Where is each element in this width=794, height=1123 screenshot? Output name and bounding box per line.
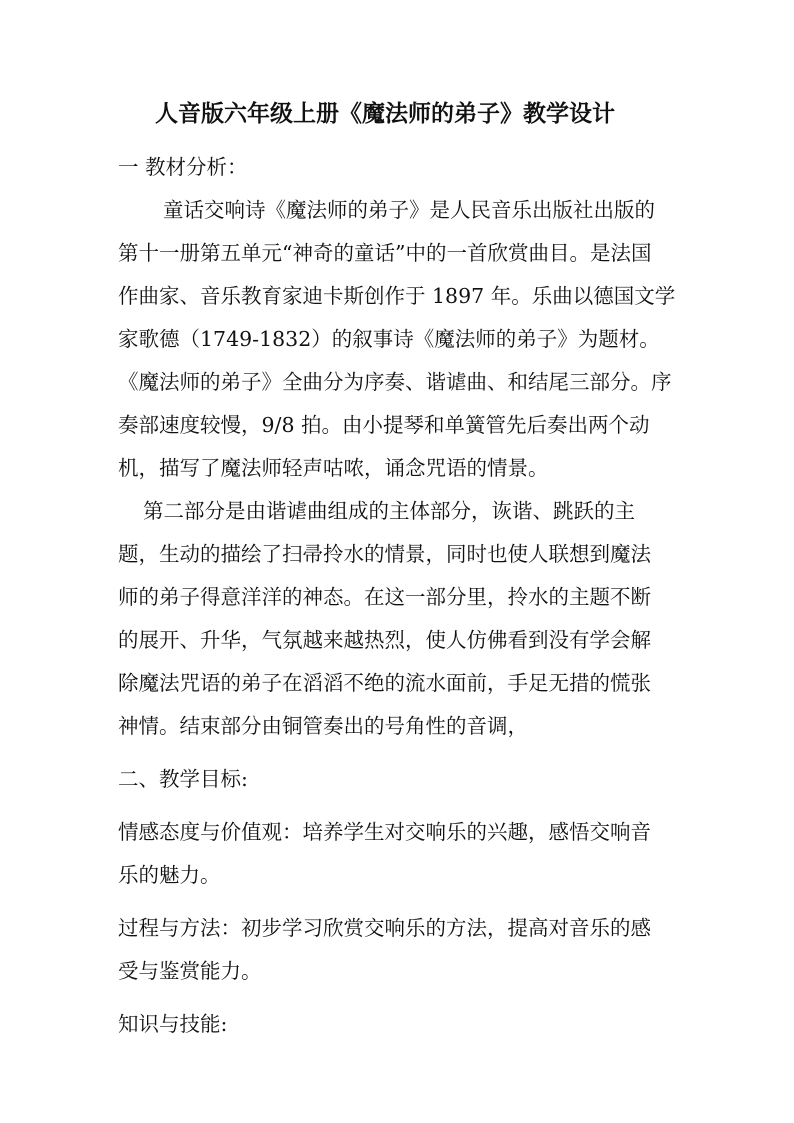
paragraph-line: 第二部分是由谐谑曲组成的主体部分，诙谐、跳跃的主 xyxy=(143,499,635,523)
paragraph-line: 除魔法咒语的弟子在滔滔不绝的流水面前，手足无措的慌张 xyxy=(118,671,651,695)
paragraph-line: 师的弟子得意洋洋的神态。在这一部分里，拎水的主题不断 xyxy=(118,585,651,609)
paragraph-line: 的展开、升华，气氛越来越热烈，使人仿佛看到没有学会解 xyxy=(118,628,651,652)
goal-line: 情感态度与价值观：培养学生对交响乐的兴趣，感悟交响音 xyxy=(118,820,651,844)
goal-line: 乐的魅力。 xyxy=(118,863,221,887)
paragraph-line: 家歌德（1749-1832）的叙事诗《魔法师的弟子》为题材。 xyxy=(118,327,660,351)
paragraph-line: 奏部速度较慢，9/8 拍。由小提琴和单簧管先后奏出两个动 xyxy=(118,413,650,437)
goal-line: 知识与技能: xyxy=(118,1012,228,1036)
goal-line: 受与鉴赏能力。 xyxy=(118,959,262,983)
paragraph-line: 题，生动的描绘了扫帚拎水的情景，同时也使人联想到魔法 xyxy=(118,542,651,566)
paragraph-line: 第十一册第五单元“神奇的童话”中的一首欣赏曲目。是法国 xyxy=(118,241,652,265)
section-heading-materials: 一 教材分析： xyxy=(118,155,248,179)
goal-line: 过程与方法：初步学习欣赏交响乐的方法，提高对音乐的感 xyxy=(118,916,651,940)
paragraph-line: 机，描写了魔法师轻声咕哝，诵念咒语的情景。 xyxy=(118,456,549,480)
paragraph-line: 《魔法师的弟子》全曲分为序奏、谐谑曲、和结尾三部分。序 xyxy=(118,370,672,394)
paragraph-line: 作曲家、音乐教育家迪卡斯创作于 1897 年。乐曲以德国文学 xyxy=(118,284,676,308)
paragraph-line: 神情。结束部分由铜管奏出的号角性的音调， xyxy=(118,714,528,738)
paragraph-line: 童话交响诗《魔法师的弟子》是人民音乐出版社出版的 xyxy=(163,198,655,222)
section-heading-goals: 二、教学目标: xyxy=(118,767,248,791)
document-title: 人音版六年级上册《魔法师的弟子》教学设计 xyxy=(155,100,615,127)
